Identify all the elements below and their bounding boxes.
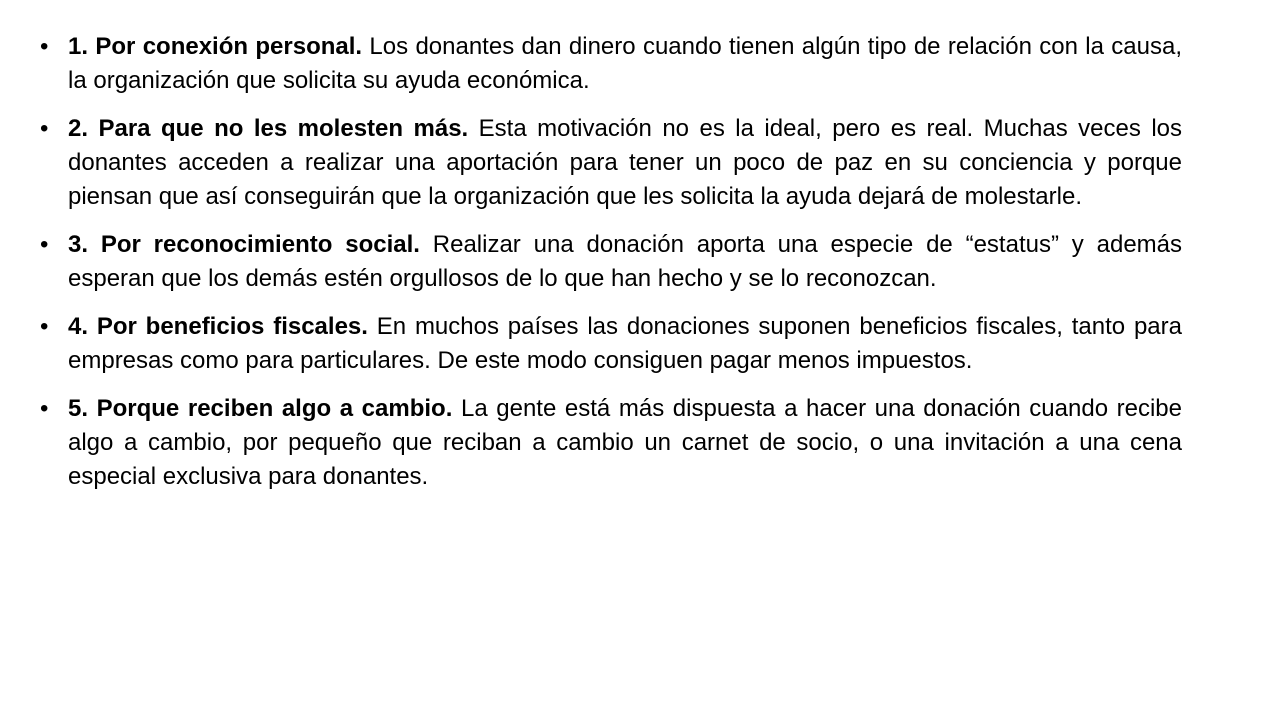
- bullet-list: [40, 30, 1182, 508]
- bullet-icon: •: [40, 313, 49, 340]
- bullet-icon: •: [40, 115, 49, 142]
- item-body: En muchos países las donaciones suponen beneficios fiscales, tanto para empresas como para particulares. De este modo consiguen pagar menos impuestos.: [68, 313, 1182, 374]
- bullet-icon: •: [40, 395, 49, 422]
- item-body: La gente está más dispuesta a hacer una donación cuando recibe algo a cambio, por pequeño que reciban a cambio un carnet de socio, o una invitación a una cena especial exclusiva para donantes.: [68, 395, 1183, 490]
- bullet-icon: •: [40, 33, 49, 60]
- item-body: Realizar una donación aporta una especie de “estatus” y además esperan que los demás estén orgullosos de lo que han hecho y se lo reconozcan.: [68, 231, 1183, 292]
- list-item-algo-a-cambio: [40, 392, 1182, 494]
- list-item-no-molesten: [40, 112, 1182, 214]
- item-heading: 4. Por beneficios fiscales.: [68, 313, 368, 340]
- list-item-beneficios-fiscales: [40, 310, 1182, 378]
- item-body: Esta motivación no es la ideal, pero es real. Muchas veces los donantes acceden a realizar una aportación para tener un poco de paz en su conciencia y porque piensan que así conseguirán que la organización que les solicita la ayuda dejará de molestarle.: [68, 115, 1182, 210]
- list-item-reconocimiento-social: [40, 228, 1182, 296]
- list-item-conexion-personal: [40, 30, 1182, 98]
- item-heading: 5. Porque reciben algo a cambio.: [68, 395, 453, 422]
- item-body: Los donantes dan dinero cuando tienen algún tipo de relación con la causa, la organización que solicita su ayuda económica.: [68, 33, 1183, 94]
- item-heading: 1. Por conexión personal.: [68, 33, 363, 60]
- item-heading: 2. Para que no les molesten más.: [68, 115, 469, 142]
- item-heading: 3. Por reconocimiento social.: [68, 231, 420, 258]
- bullet-icon: •: [40, 231, 49, 258]
